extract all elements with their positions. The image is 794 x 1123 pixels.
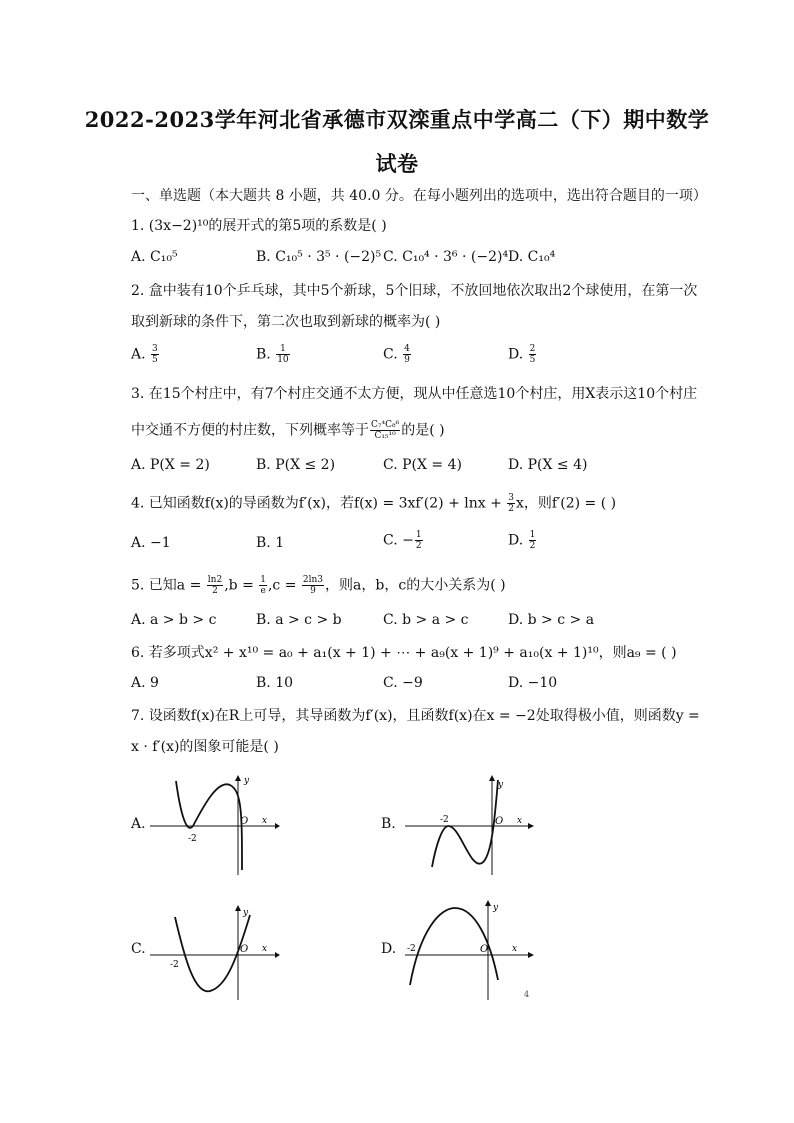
q6-stem: 6. 若多项式x² + x¹⁰ = a₀ + a₁(x + 1) + ⋯ + a₉(x + 1)⁹ + a₁₀(x + 1)¹⁰，则a₉ = ( ) bbox=[131, 645, 677, 661]
q3-option-c: C. P(X = 4) bbox=[383, 457, 462, 473]
q7-graph-c bbox=[150, 905, 280, 1000]
footer-mark: 4 bbox=[524, 990, 530, 999]
q7-a-tick: -2 bbox=[188, 834, 197, 844]
q4-option-c: C. − $\frac{1}{2}$ bbox=[383, 530, 422, 551]
q3-stem-line1: 3. 在15个村庄中，有7个村庄交通不太方便，现从中任意选10个村庄，用X表示这10个村庄 bbox=[131, 386, 698, 402]
q2-option-d: D. $\frac{2}{5}$ bbox=[508, 344, 536, 365]
q1-option-a: A. C₁₀⁵ bbox=[131, 249, 178, 265]
q6-option-a: A. 9 bbox=[131, 675, 159, 691]
q1-option-c: C. C₁₀⁴ · 3⁶ · (−2)⁴ bbox=[383, 249, 509, 265]
q3-option-b: B. P(X ≤ 2) bbox=[256, 457, 336, 473]
q7-graph-b bbox=[400, 775, 535, 875]
q5-option-c: C. b > a > c bbox=[383, 612, 469, 628]
q7-c-x-label: x bbox=[262, 944, 268, 954]
q7-c-y-label: y bbox=[243, 908, 249, 918]
q4-option-a: A. −1 bbox=[131, 535, 171, 551]
q7-d-y-label: y bbox=[493, 903, 499, 913]
q7-label-c: C. bbox=[131, 941, 146, 957]
q7-graph-a bbox=[150, 775, 280, 875]
q7-d-origin: O bbox=[480, 944, 489, 955]
q2-option-c: C. $\frac{4}{9}$ bbox=[383, 344, 410, 365]
q4-option-d: D. $\frac{1}{2}$ bbox=[508, 530, 536, 551]
q7-b-origin: O bbox=[495, 816, 504, 827]
q7-a-origin: O bbox=[240, 816, 249, 827]
q7-d-x-label: x bbox=[512, 944, 518, 954]
q3-option-a: A. P(X = 2) bbox=[131, 457, 210, 473]
q3-option-d: D. P(X ≤ 4) bbox=[508, 457, 588, 473]
q7-stem-line2: x · f′(x)的图象可能是( ) bbox=[131, 739, 279, 755]
page-title-line1: 2022-2023学年河北省承德市双滦重点中学高二（下）期中数学 bbox=[84, 107, 710, 132]
q7-b-y-label: y bbox=[498, 780, 504, 790]
q2-option-a: A. $\frac{3}{5}$ bbox=[131, 344, 158, 365]
q7-label-b: B. bbox=[381, 816, 396, 832]
q5-stem: 5. 已知a = $\frac{\ln 2}{2}$ ,b = $\frac{1}{e}$ ,c = $\frac{2\ln 3}{9}$ ，则a，b，c的大小关系为( ) bbox=[131, 575, 506, 596]
q7-label-a: A. bbox=[131, 816, 146, 832]
q7-graph-d bbox=[400, 900, 535, 1000]
q4-stem: 4. 已知函数f(x)的导函数为f′(x)，若f(x) = 3xf′(2) + lnx + $\frac{3}{2}$ x，则f′(2) = ( ) bbox=[131, 493, 617, 514]
section-heading: 一、单选题（本大题共 8 小题，共 40.0 分。在每小题列出的选项中，选出符合题目的一项） bbox=[131, 188, 707, 204]
q5-option-d: D. b > c > a bbox=[508, 612, 595, 628]
page-title-line2: 试卷 bbox=[375, 151, 419, 176]
q3-stem-line2: 中交通不方便的村庄数，下列概率等于 $\frac{\text{C₇⁴C₈⁶}}{\text{C₁₅¹⁰}}$ 的是( ) bbox=[131, 420, 445, 441]
q6-option-b: B. 10 bbox=[256, 675, 294, 691]
q2-option-b: B. $\frac{1}{10}$ bbox=[256, 344, 289, 365]
q2-stem-line1: 2. 盒中装有10个乒乓球，其中5个新球，5个旧球，不放回地依次取出2个球使用，在第一次 bbox=[131, 283, 698, 299]
q2-stem-line2: 取到新球的条件下，第二次也取到新球的概率为( ) bbox=[131, 314, 441, 330]
q5-option-b: B. a > c > b bbox=[256, 612, 342, 628]
q7-b-tick: -2 bbox=[440, 815, 449, 825]
q7-b-x-label: x bbox=[517, 816, 523, 826]
q7-c-origin: O bbox=[240, 944, 249, 955]
q7-a-y-label: y bbox=[244, 776, 250, 786]
q6-option-d: D. −10 bbox=[508, 675, 558, 691]
q7-d-tick: -2 bbox=[407, 944, 416, 954]
q1-stem: 1. (3x−2)¹⁰的展开式的第5项的系数是( ) bbox=[131, 218, 387, 234]
q7-stem-line1: 7. 设函数f(x)在R上可导，其导函数为f′(x)，且函数f(x)在x = −2处取得极小值，则函数y = bbox=[131, 708, 700, 724]
q4-option-b: B. 1 bbox=[256, 535, 285, 551]
q1-option-b: B. C₁₀⁵ · 3⁵ · (−2)⁵ bbox=[256, 249, 382, 265]
q5-option-a: A. a > b > c bbox=[131, 612, 217, 628]
q7-a-x-label: x bbox=[262, 816, 268, 826]
q7-label-d: D. bbox=[381, 941, 397, 957]
q6-option-c: C. −9 bbox=[383, 675, 423, 691]
q7-c-tick: -2 bbox=[170, 960, 179, 970]
q1-option-d: D. C₁₀⁴ bbox=[508, 249, 556, 265]
